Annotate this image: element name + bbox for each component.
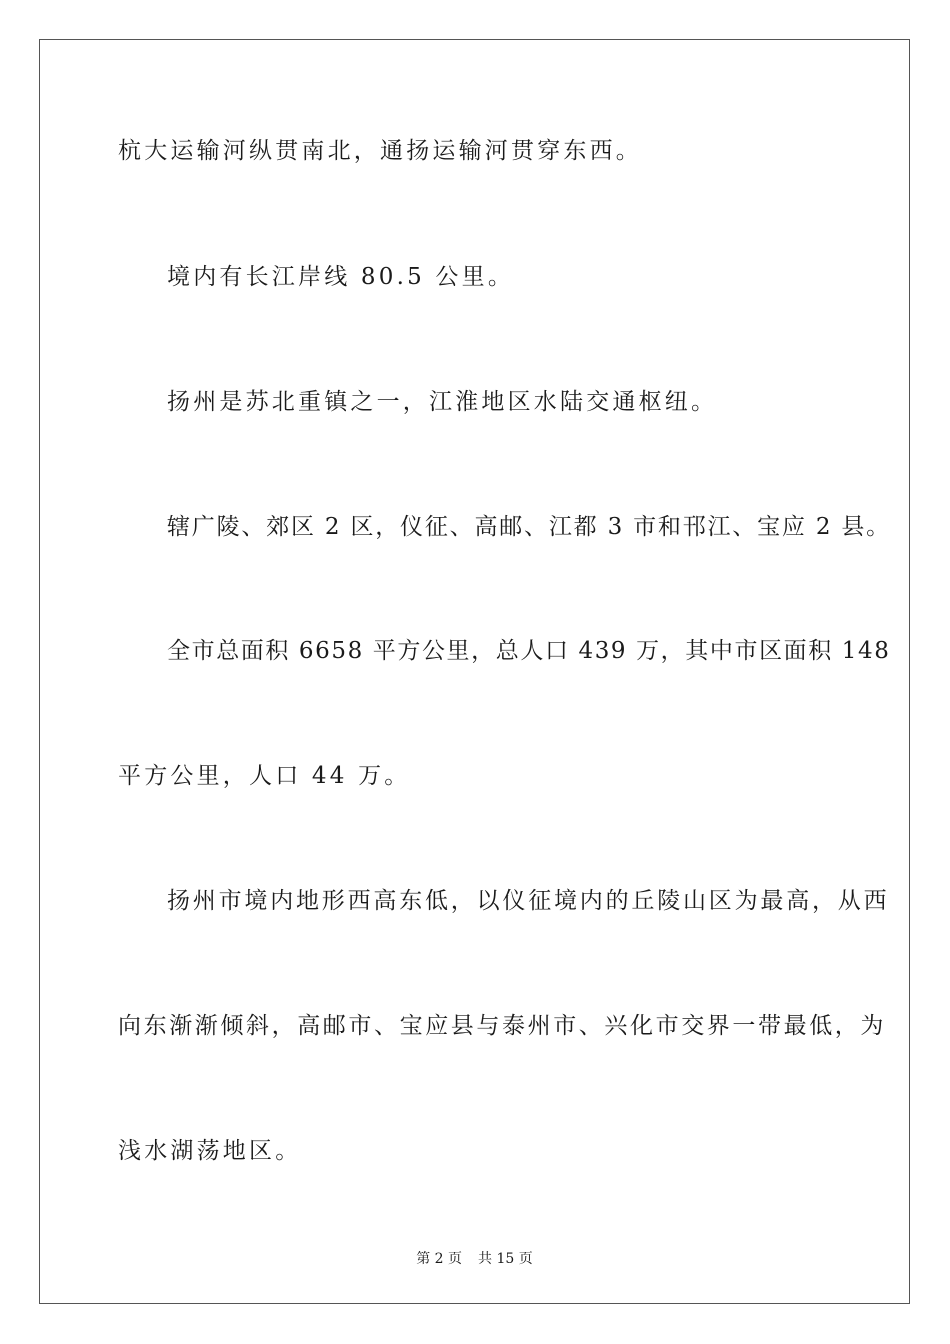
text-line-8: 向东渐渐倾斜，高邮市、宝应县与泰州市、兴化市交界一带最低，为	[118, 1013, 886, 1039]
text-line-2: 境内有长江岸线 80.5 公里。	[167, 264, 515, 290]
page-footer	[40, 1248, 909, 1268]
text-line-5: 全市总面积 6658 平方公里，总人口 439 万，其中市区面积 148	[167, 638, 891, 664]
text-line-6: 平方公里，人口 44 万。	[118, 763, 411, 789]
text-line-3: 扬州是苏北重镇之一，江淮地区水陆交通枢纽。	[167, 389, 718, 415]
text-line-1: 杭大运输河纵贯南北，通扬运输河贯穿东西。	[118, 138, 642, 164]
document-page	[39, 39, 910, 1304]
text-line-4: 辖广陵、郊区 2 区，仪征、高邮、江都 3 市和邗江、宝应 2 县。	[167, 514, 891, 540]
text-line-7: 扬州市境内地形西高东低，以仪征境内的丘陵山区为最高，从西	[167, 888, 890, 914]
text-line-9: 浅水湖荡地区。	[118, 1138, 302, 1164]
page-number: 第 2 页	[416, 1251, 463, 1267]
page-total: 共 15 页	[478, 1251, 533, 1267]
